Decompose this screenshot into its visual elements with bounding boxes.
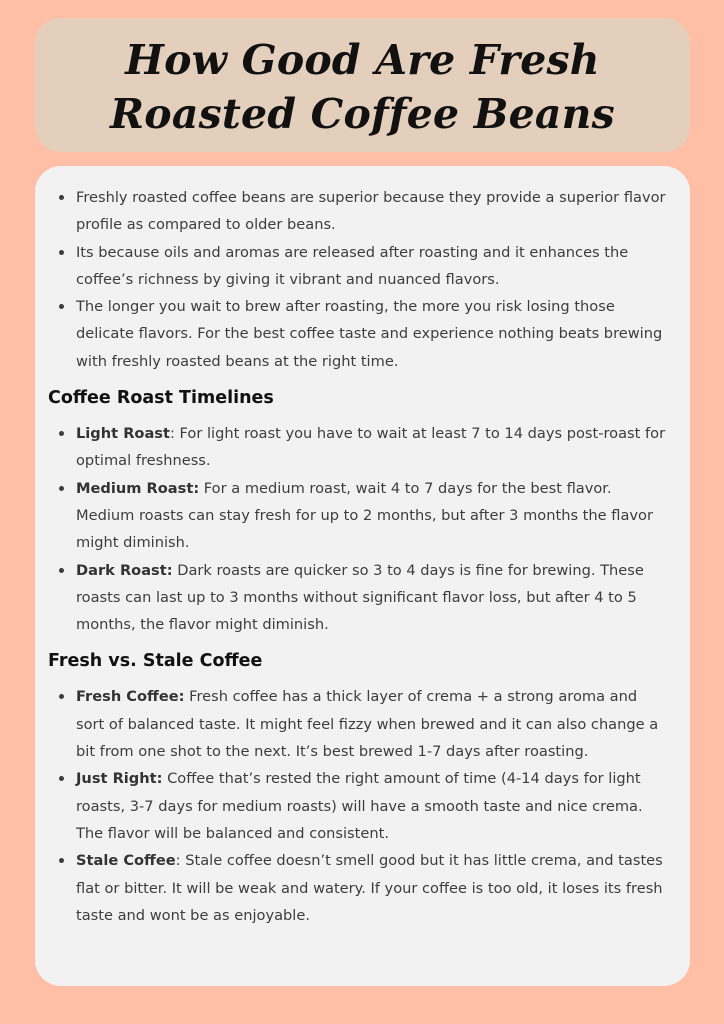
bullet-icon (59, 776, 64, 781)
list-item-lead: Just Right: (76, 770, 163, 788)
list-item (76, 293, 670, 375)
bullet-icon (59, 486, 64, 491)
list-item-lead: Stale Coffee (76, 852, 176, 870)
bullet-icon (59, 304, 64, 309)
content-card (35, 166, 690, 986)
bullet-icon (59, 568, 64, 573)
list-item-text: : For light roast you have to wait at least 7 to 14 days post-roast for optimal freshness. (76, 425, 666, 470)
timelines-list (48, 420, 670, 638)
list-item (76, 683, 670, 765)
list-item (76, 239, 670, 294)
list-item-text: The longer you wait to brew after roasting, the more you risk losing those delicate flavors. For the best coffee taste and experience nothing beats brewing with freshly roasted beans at the right time. (76, 298, 663, 370)
title-banner (35, 18, 690, 152)
list-item (76, 475, 670, 557)
bullet-icon (59, 858, 64, 863)
list-item (76, 420, 670, 475)
fresh-vs-stale-list (48, 683, 670, 929)
list-item-lead: Fresh Coffee: (76, 688, 185, 706)
list-item-text: Fresh coffee has a thick layer of crema + a strong aroma and sort of balanced taste. It might feel fizzy when brewed and it can also change a bit from one shot to the next. It’s best brewed 1-7 days after roasting. (76, 688, 659, 761)
bullet-icon (59, 250, 64, 255)
bullet-icon (59, 694, 64, 699)
bullet-icon (59, 431, 64, 436)
bullet-icon (59, 195, 64, 200)
list-item-text: Dark roasts are quicker so 3 to 4 days is fine for brewing. These roasts can last up to 3 months without significant flavor loss, but after 4 to 5 months, the flavor might diminish. (76, 561, 644, 634)
list-item (76, 847, 670, 929)
list-item-lead: Dark Roast: (76, 561, 173, 579)
list-item-text: Its because oils and aromas are released after roasting and it enhances the coffee’s richness by giving it vibrant and nuanced flavors. (76, 243, 629, 288)
list-item-lead: Light Roast (76, 425, 170, 443)
list-item (76, 184, 670, 239)
section-heading-timelines: Coffee Roast Timelines (48, 388, 274, 409)
intro-list (48, 184, 670, 375)
list-item-text: : Stale coffee doesn’t smell good but it has little crema, and tastes flat or bitter. It will be weak and watery. If your coffee is too old, it loses its fresh taste and wont be as enjoyable. (76, 852, 663, 924)
list-item (76, 765, 670, 847)
list-item-text: For a medium roast, wait 4 to 7 days for the best flavor. Medium roasts can stay fresh for up to 2 months, but after 3 months the flavor might diminish. (76, 479, 653, 552)
list-item (76, 557, 670, 639)
list-item-lead: Medium Roast: (76, 479, 200, 497)
section-heading-fresh-vs-stale: Fresh vs. Stale Coffee (48, 651, 263, 672)
list-item-text: Coffee that’s rested the right amount of time (4-14 days for light roasts, 3-7 days for medium roasts) will have a smooth taste and nice crema. The flavor will be balanced and consistent. (76, 770, 643, 842)
page-title: How Good Are Fresh Roasted Coffee Beans (110, 36, 615, 138)
list-item-text: Freshly roasted coffee beans are superior because they provide a superior flavor profile as compared to older beans. (76, 189, 666, 234)
